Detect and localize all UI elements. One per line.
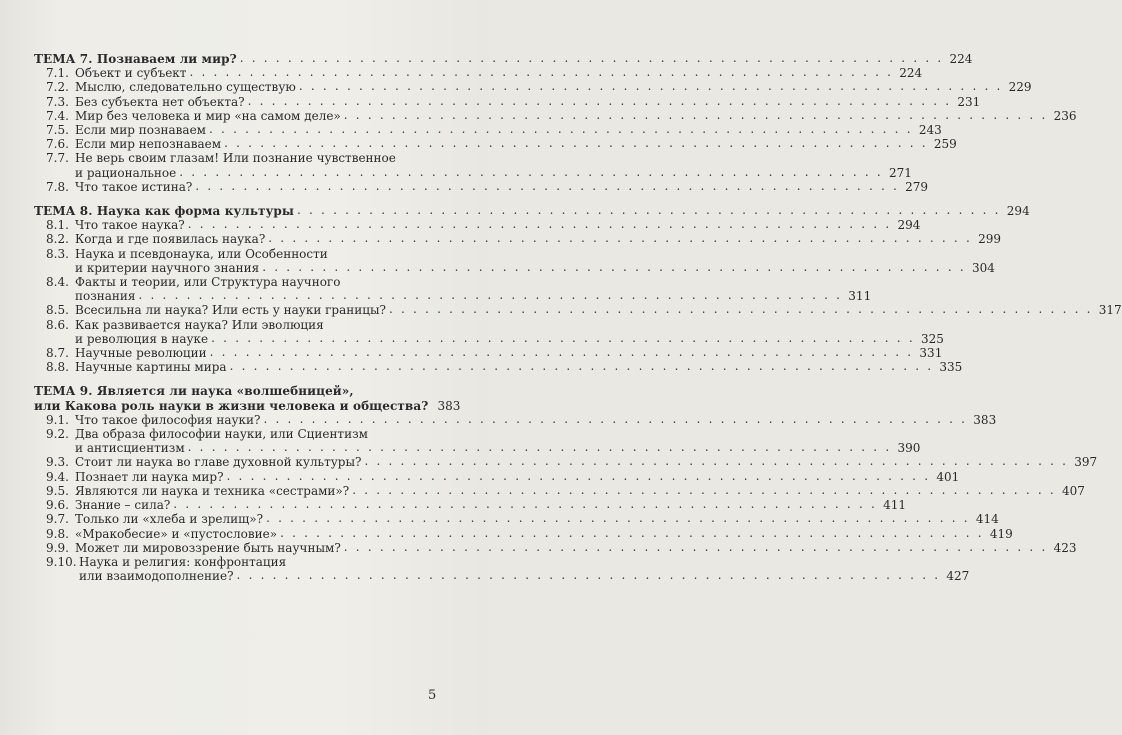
toc-entry <box>34 164 912 180</box>
entry-title: Только ли «хлеба и зрелищ»? <box>75 512 264 527</box>
entry-page-number: 317 <box>1098 303 1122 318</box>
entry-page-number: 414 <box>975 512 999 527</box>
toc-entry <box>34 525 1013 541</box>
section-heading <box>34 51 973 66</box>
entry-page-number: 243 <box>918 123 942 138</box>
entry-title: Всесильна ли наука? Или есть у науки границы? <box>75 303 386 318</box>
dot-leader: . . . . . . . . . . . . . . . . . . . . . . . . . . . . . . . . . . . . . . . . . . . . . . . . . . . . . . . . . . . <box>173 497 877 512</box>
dot-leader: . . . . . . . . . . . . . . . . . . . . . . . . . . . . . . . . . . . . . . . . . . . . . . . . . . . . . . . . . . . <box>239 51 944 65</box>
toc-entry <box>34 247 452 261</box>
section-heading-text: или Какова роль науки в жизни человека и общества? <box>34 398 429 413</box>
entry-title: Мыслю, следовательно существую <box>75 80 296 95</box>
toc-entry <box>34 568 970 584</box>
entry-page-number: 331 <box>919 346 943 361</box>
entry-title: Как развивается наука? Или эволюция <box>75 317 324 332</box>
toc-section <box>34 203 1122 375</box>
toc-entry <box>34 359 963 375</box>
entry-title: познания <box>75 289 136 304</box>
dot-leader: . . . . . . . . . . . . . . . . . . . . . . . . . . . . . . . . . . . . . . . . . . . . . . . . . . . . . . . . . . . <box>280 525 984 540</box>
dot-leader: . . . . . . . . . . . . . . . . . . . . . . . . . . . . . . . . . . . . . . . . . . . . . . . . . . . . . . . . . . . <box>298 79 1003 94</box>
entry-number: 9.10. <box>46 554 77 569</box>
entry-title: Когда и где появилась наука? <box>75 232 266 247</box>
dot-leader: . . . . . . . . . . . . . . . . . . . . . . . . . . . . . . . . . . . . . . . . . . . . . . . . . . . . . . . . . . . <box>195 178 900 193</box>
entry-title: «Мракобесие» и «пустословие» <box>75 526 278 541</box>
dot-leader: . . . . . . . . . . . . . . . . . . . . . . . . . . . . . . . . . . . . . . . . . . . . . . . . . . . . . . . . . . . <box>236 568 941 583</box>
entry-page-number: 299 <box>978 232 1001 247</box>
entry-page-number: 335 <box>939 360 963 375</box>
entry-title: Наука и псевдонаука, или Особенности <box>75 246 328 261</box>
toc-section <box>34 51 1077 194</box>
entry-title: Познает ли наука мир? <box>75 469 224 484</box>
entry-page-number: 390 <box>897 441 921 456</box>
entry-number: 7.7. <box>46 151 69 166</box>
entry-number: 8.7. <box>46 346 69 361</box>
entry-number: 9.9. <box>46 540 69 555</box>
toc-entry <box>34 454 1098 470</box>
dot-leader: . . . . . . . . . . . . . . . . . . . . . . . . . . . . . . . . . . . . . . . . . . . . . . . . . . . . . . . . . . . <box>224 136 928 151</box>
toc-entry <box>34 511 999 527</box>
dot-leader: . . . . . . . . . . . . . . . . . . . . . . . . . . . . . . . . . . . . . . . . . . . . . . . . . . . . . . . . . . . <box>209 122 913 137</box>
toc-entry <box>34 497 906 513</box>
entry-page-number: 401 <box>936 469 960 484</box>
dot-leader: . . . . . . . . . . . . . . . . . . . . . . . . . . . . . . . . . . . . . . . . . . . . . . . . . . . . . . . . . . . <box>343 107 1048 122</box>
entry-title: Наука и религия: конфронтация <box>79 554 287 569</box>
section-heading-text: ТЕМА 7. Познаваем ли мир? <box>34 52 237 66</box>
entry-page-number: 397 <box>1074 455 1098 470</box>
toc-entry <box>34 302 1122 318</box>
entry-title: Что такое истина? <box>75 179 193 194</box>
section-heading <box>34 384 452 398</box>
entry-title: Может ли мировоззрение быть научным? <box>75 540 341 555</box>
page-number: 5 <box>428 688 437 703</box>
dot-leader: . . . . . . . . . . . . . . . . . . . . . . . . . . . . . . . . . . . . . . . . . . . . . . . . . . . . . . . . . . . <box>263 411 968 426</box>
entry-page-number: 271 <box>889 165 912 180</box>
section-page-number: 294 <box>1006 204 1030 219</box>
entry-title: или взаимодополнение? <box>79 569 234 584</box>
toc-entry <box>34 318 452 332</box>
dot-leader: . . . . . . . . . . . . . . . . . . . . . . . . . . . . . . . . . . . . . . . . . . . . . . . . . . . . . . . . . . . <box>364 454 1069 469</box>
entry-title: Если мир познаваем <box>75 123 207 138</box>
entry-page-number: 419 <box>989 526 1013 541</box>
section-heading <box>34 398 461 413</box>
dot-leader: . . . . . . . . . . . . . . . . . . . . . . . . . . . . . . . . . . . . . . . . . . . . . . . . . . . . . . . . . . . <box>268 231 972 246</box>
toc-section <box>34 384 1098 584</box>
toc-entry <box>34 65 923 81</box>
entry-page-number: 411 <box>883 498 906 513</box>
section-heading-text: ТЕМА 8. Наука как форма культуры <box>34 204 294 219</box>
entry-number: 9.5. <box>46 483 69 498</box>
toc-entry <box>34 411 997 427</box>
entry-number: 8.4. <box>46 275 69 290</box>
entry-page-number: 383 <box>973 412 997 427</box>
toc-entry <box>34 468 960 484</box>
entry-title: Два образа философии науки, или Сциентизм <box>75 427 368 442</box>
entry-page-number: 304 <box>971 260 995 275</box>
entry-title: и критерии научного знания <box>75 260 260 275</box>
entry-title: Если мир непознаваем <box>75 137 222 152</box>
entry-number: 8.3. <box>46 246 69 261</box>
entry-page-number: 294 <box>897 218 921 233</box>
entry-number: 8.1. <box>46 218 69 233</box>
entry-number: 7.5. <box>46 123 69 138</box>
toc-entry <box>34 539 1077 555</box>
dot-leader: . . . . . . . . . . . . . . . . . . . . . . . . . . . . . . . . . . . . . . . . . . . . . . . . . . . . . . . . . . . <box>352 482 1056 497</box>
entry-number: 7.2. <box>46 80 69 95</box>
toc-entry <box>34 345 943 361</box>
entry-title: и рациональное <box>75 165 177 180</box>
toc-entry <box>34 330 944 346</box>
entry-page-number: 325 <box>920 331 944 346</box>
entry-number: 7.4. <box>46 108 69 123</box>
entry-title: Знание – сила? <box>75 498 171 513</box>
toc-entry <box>34 93 981 109</box>
entry-page-number: 231 <box>957 94 981 109</box>
entry-number: 8.6. <box>46 317 69 332</box>
entry-number: 9.1. <box>46 412 69 427</box>
entry-number: 8.2. <box>46 232 69 247</box>
dot-leader: . . . . . . . . . . . . . . . . . . . . . . . . . . . . . . . . . . . . . . . . . . . . . . . . . . . . . . . . . . . <box>343 539 1048 554</box>
dot-leader: . . . . . . . . . . . . . . . . . . . . . . . . . . . . . . . . . . . . . . . . . . . . . . . . . . . . . . . . . . . <box>211 330 915 345</box>
dot-leader: . . . . . . . . . . . . . . . . . . . . . . . . . . . . . . . . . . . . . . . . . . . . . . . . . . . . . . . . . . . <box>262 259 966 274</box>
toc-entry <box>34 440 921 456</box>
entry-title: Объект и субъект <box>75 66 187 81</box>
entry-page-number: 279 <box>905 179 929 194</box>
toc-entry <box>34 217 921 233</box>
toc-entry <box>34 136 957 152</box>
section-page-number: 383 <box>437 398 461 413</box>
entry-title: и революция в науке <box>75 331 209 346</box>
entry-title: Что такое наука? <box>75 218 185 233</box>
entry-number: 7.8. <box>46 179 69 194</box>
entry-title: Что такое философия науки? <box>75 412 261 427</box>
toc-entry <box>34 79 1032 95</box>
toc-entry <box>34 482 1085 498</box>
dot-leader: . . . . . . . . . . . . . . . . . . . . . . . . . . . . . . . . . . . . . . . . . . . . . . . . . . . . . . . . . . . <box>229 359 934 374</box>
dot-leader: . . . . . . . . . . . . . . . . . . . . . . . . . . . . . . . . . . . . . . . . . . . . . . . . . . . . . . . . . . . <box>297 203 1001 218</box>
entry-title: и антисциентизм <box>75 441 185 456</box>
entry-page-number: 236 <box>1053 108 1077 123</box>
entry-number: 8.8. <box>46 360 69 375</box>
dot-leader: . . . . . . . . . . . . . . . . . . . . . . . . . . . . . . . . . . . . . . . . . . . . . . . . . . . . . . . . . . . <box>179 164 883 179</box>
entry-number: 9.3. <box>46 455 69 470</box>
toc-entry <box>34 231 1001 247</box>
section-heading <box>34 203 1030 219</box>
entry-number: 7.6. <box>46 137 69 152</box>
entry-title: Научные революции <box>75 346 207 361</box>
entry-title: Не верь своим глазам! Или познание чувственное <box>75 151 396 166</box>
entry-page-number: 229 <box>1008 80 1032 95</box>
dot-leader: . . . . . . . . . . . . . . . . . . . . . . . . . . . . . . . . . . . . . . . . . . . . . . . . . . . . . . . . . . . <box>187 440 892 455</box>
toc-entry <box>34 288 872 304</box>
dot-leader: . . . . . . . . . . . . . . . . . . . . . . . . . . . . . . . . . . . . . . . . . . . . . . . . . . . . . . . . . . . <box>247 93 952 108</box>
entry-number: 9.8. <box>46 526 69 541</box>
toc-entry <box>34 151 452 165</box>
dot-leader: . . . . . . . . . . . . . . . . . . . . . . . . . . . . . . . . . . . . . . . . . . . . . . . . . . . . . . . . . . . <box>189 65 894 80</box>
entry-page-number: 311 <box>848 289 872 304</box>
toc-entry <box>34 555 452 569</box>
dot-leader: . . . . . . . . . . . . . . . . . . . . . . . . . . . . . . . . . . . . . . . . . . . . . . . . . . . . . . . . . . . <box>138 288 843 303</box>
entry-number: 9.6. <box>46 498 69 513</box>
entry-page-number: 423 <box>1053 540 1077 555</box>
toc-entry <box>34 107 1077 123</box>
section-heading-text: ТЕМА 9. Является ли наука «волшебницей», <box>34 384 354 399</box>
entry-title: Мир без человека и мир «на самом деле» <box>75 108 341 123</box>
dot-leader: . . . . . . . . . . . . . . . . . . . . . . . . . . . . . . . . . . . . . . . . . . . . . . . . . . . . . . . . . . . <box>266 511 970 526</box>
entry-title: Факты и теории, или Структура научного <box>75 275 341 290</box>
table-of-contents <box>34 51 1122 593</box>
entry-page-number: 224 <box>899 66 923 81</box>
dot-leader: . . . . . . . . . . . . . . . . . . . . . . . . . . . . . . . . . . . . . . . . . . . . . . . . . . . . . . . . . . . <box>187 217 892 232</box>
entry-page-number: 407 <box>1062 483 1085 498</box>
entry-title: Научные картины мира <box>75 360 227 375</box>
entry-number: 9.7. <box>46 512 69 527</box>
dot-leader: . . . . . . . . . . . . . . . . . . . . . . . . . . . . . . . . . . . . . . . . . . . . . . . . . . . . . . . . . . . <box>209 345 914 360</box>
dot-leader: . . . . . . . . . . . . . . . . . . . . . . . . . . . . . . . . . . . . . . . . . . . . . . . . . . . . . . . . . . . <box>226 468 931 483</box>
section-page-number: 224 <box>949 52 973 66</box>
entry-page-number: 259 <box>933 137 957 152</box>
entry-page-number: 427 <box>946 569 970 584</box>
toc-entry <box>34 427 452 441</box>
entry-number: 9.2. <box>46 427 69 442</box>
entry-title: Являются ли наука и техника «сестрами»? <box>75 483 350 498</box>
toc-entry <box>34 275 452 289</box>
entry-title: Стоит ли наука во главе духовной культуры? <box>75 455 362 470</box>
toc-entry <box>34 122 942 138</box>
entry-title: Без субъекта нет объекта? <box>75 94 245 109</box>
entry-number: 9.4. <box>46 469 69 484</box>
entry-number: 7.1. <box>46 66 69 81</box>
entry-number: 7.3. <box>46 94 69 109</box>
toc-entry <box>34 259 995 275</box>
dot-leader: . . . . . . . . . . . . . . . . . . . . . . . . . . . . . . . . . . . . . . . . . . . . . . . . . . . . . . . . . . . <box>388 302 1093 317</box>
toc-entry <box>34 178 929 194</box>
entry-number: 8.5. <box>46 303 69 318</box>
